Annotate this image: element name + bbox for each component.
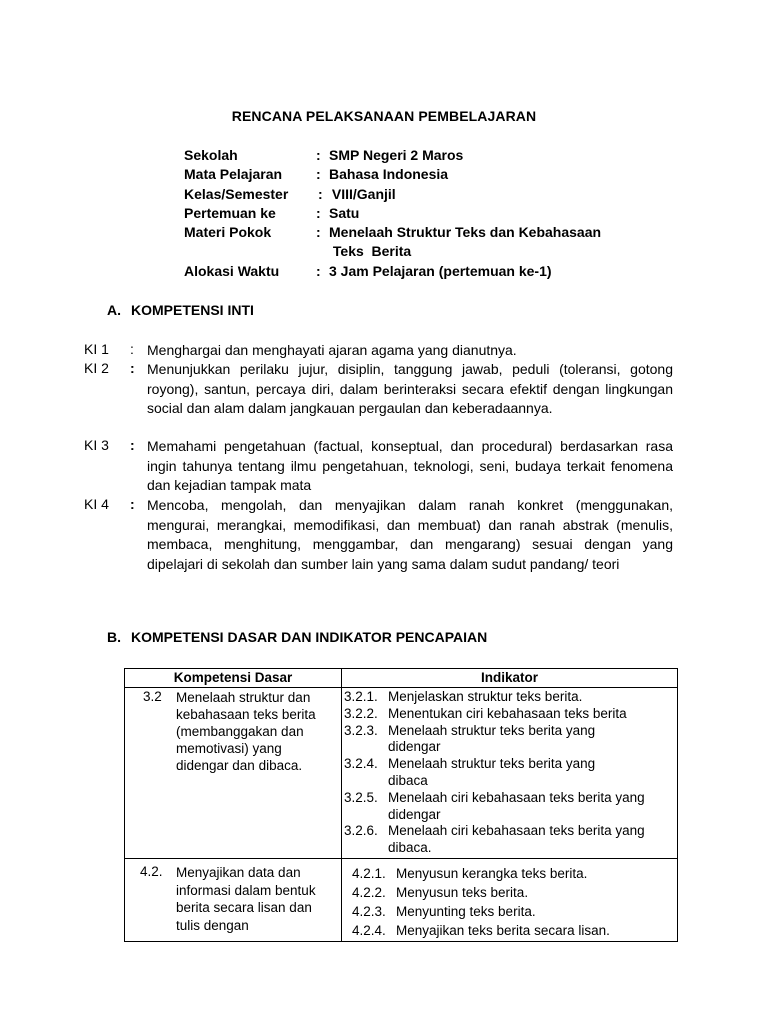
kd-cell — [125, 859, 342, 942]
identity-value: 3 Jam Pelajaran (pertemuan ke-1) — [329, 263, 552, 279]
indicator-list — [342, 688, 677, 857]
ki-colon: : — [130, 341, 134, 357]
identity-label: Materi Pokok — [184, 224, 272, 240]
indicator-item — [350, 921, 677, 940]
ki-colon: : — [130, 496, 135, 512]
indicator-item — [350, 883, 677, 902]
indicator-text: Menjelaskan struktur teks berita. — [388, 689, 583, 704]
indicator-number: 3.2.3. — [344, 722, 378, 738]
ki-text: Mencoba, mengolah, dan menyajikan dalam ranah konkret (menggunakan, mengurai, merangkai, memodifikasi, dan membuat) dan ranah abstrak (menulis, membaca, menghitung, menggambar, dan mengarang) sesuai dengan yang dipelajari di sekolah dan sumber lain yang sama dalam sudut pandang/ teori — [147, 497, 673, 572]
indicator-text: Menyusun kerangka teks berita. — [396, 866, 588, 881]
identity-value: VIII/Ganjil — [328, 186, 396, 202]
indicator-item — [342, 790, 650, 824]
ki-label: KI 4 — [84, 496, 109, 512]
identity-label: Sekolah — [184, 147, 238, 163]
competency-table — [124, 668, 678, 942]
section-title: KOMPETENSI DASAR DAN INDIKATOR PENCAPAIAN — [131, 629, 488, 645]
kd-cell — [125, 688, 342, 859]
identity-value: Bahasa Indonesia — [329, 166, 449, 182]
kd-text: Menyajikan data dan informasi dalam bentuk berita secara lisan dan tulis dengan — [176, 865, 316, 933]
identity-value: SMP Negeri 2 Maros — [329, 147, 464, 163]
ki-text: Memahami pengetahuan (factual, konseptual, dan procedural) berdasarkan rasa ingin tahunya tentang ilmu pengetahuan, teknologi, seni, budaya terkait fenomena dan kejadian tampak mata — [147, 438, 673, 493]
indicator-text: Menyunting teks berita. — [396, 904, 536, 919]
identity-colon: : — [316, 205, 321, 221]
header-indikator: Indikator — [342, 669, 678, 688]
indicator-number: 4.2.3. — [352, 904, 386, 919]
indicator-text: Menelaah ciri kebahasaan teks berita yang dibaca. — [388, 823, 645, 856]
table-row — [125, 688, 678, 859]
identity-label: Kelas/Semester — [184, 186, 289, 202]
ki-text: Menghargai dan menghayati ajaran agama yang dianutnya. — [147, 342, 517, 358]
indicator-number: 3.2.5. — [344, 789, 378, 805]
identity-colon: : — [318, 186, 323, 202]
indicator-text: Menelaah ciri kebahasaan teks berita yang didengar — [388, 789, 645, 822]
ki-label: KI 1 — [84, 341, 109, 357]
indicator-text: Menyusun teks berita. — [396, 885, 529, 900]
kd-text: Menelaah struktur dan kebahasaan teks berita (membanggakan dan memotivasi) yang didengar dan dibaca. — [176, 690, 316, 773]
identity-value: Satu — [329, 205, 360, 221]
identity-label: Mata Pelajaran — [184, 166, 283, 182]
indicator-number: 3.2.1. — [344, 689, 378, 704]
indicator-text: Menelaah struktur teks berita yang didengar — [388, 722, 596, 755]
ki-colon: : — [130, 437, 135, 453]
indicator-item — [350, 864, 677, 883]
indicator-item — [342, 823, 650, 857]
section-b-heading — [107, 629, 487, 645]
identity-label: Alokasi Waktu — [184, 263, 280, 279]
indicator-item — [342, 723, 620, 757]
indicator-text: Menelaah struktur teks berita yang dibaca — [388, 756, 596, 788]
indicator-item — [342, 756, 626, 790]
indicator-number: 3.2.4. — [344, 756, 378, 772]
indicator-number: 3.2.2. — [344, 705, 378, 721]
indicator-number: 3.2.6. — [344, 823, 378, 839]
indicator-cell — [342, 859, 678, 942]
table-header-row — [125, 669, 678, 688]
ki-label: KI 3 — [84, 437, 109, 453]
indicator-number: 4.2.1. — [352, 866, 386, 881]
identity-colon: : — [316, 263, 321, 279]
indicator-text: Menyajikan teks berita secara lisan. — [396, 923, 610, 938]
ki-label: KI 2 — [84, 360, 109, 376]
identity-label: Pertemuan ke — [184, 205, 276, 221]
ki-colon: : — [130, 360, 135, 376]
table-row — [125, 859, 678, 942]
identity-colon: : — [316, 224, 321, 240]
header-kompetensi-dasar: Kompetensi Dasar — [125, 669, 342, 688]
identity-value: Teks Berita — [329, 243, 412, 259]
indicator-text: Menentukan ciri kebahasaan teks berita — [388, 705, 627, 721]
ki-text: Menunjukkan perilaku jujur, disiplin, tanggung jawab, peduli (toleransi, gotong royong), santun, percaya diri, dalam berinteraksi secara efektif dengan lingkungan social dan alam dalam jangkauan pergaulan dan keberadaannya. — [147, 361, 673, 416]
indicator-cell — [342, 688, 678, 859]
identity-colon: : — [316, 147, 321, 163]
document-title: RENCANA PELAKSANAAN PEMBELAJARAN — [231, 108, 537, 124]
indicator-number: 4.2.2. — [352, 885, 386, 900]
identity-value: Menelaah Struktur Teks dan Kebahasaan — [329, 224, 602, 240]
section-letter: B. — [107, 629, 121, 645]
indicator-list — [342, 859, 677, 940]
kd-number: 3.2 — [143, 689, 162, 704]
indicator-item — [342, 689, 677, 706]
indicator-number: 4.2.4. — [352, 923, 386, 938]
identity-colon: : — [316, 166, 321, 182]
section-title: KOMPETENSI INTI — [131, 302, 254, 318]
section-a-heading — [107, 302, 254, 318]
indicator-item — [342, 706, 677, 723]
indicator-item — [350, 902, 677, 921]
kd-number: 4.2. — [140, 864, 163, 879]
section-letter: A. — [107, 302, 121, 318]
